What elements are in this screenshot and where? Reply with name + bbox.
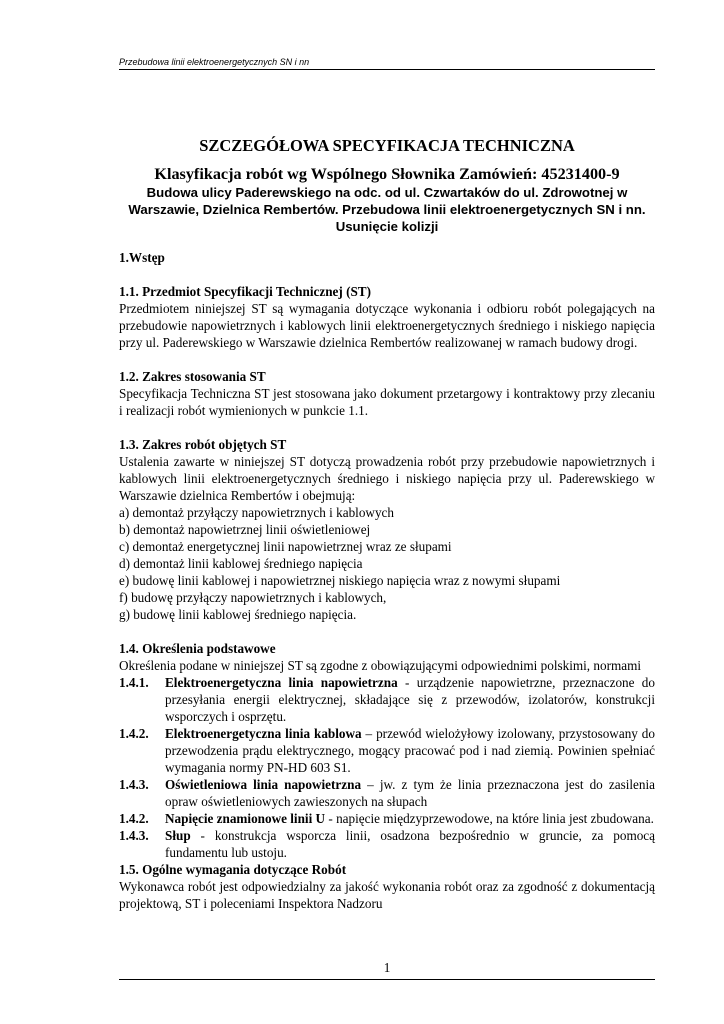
definition-text: – jw. z tym że linia przeznaczona jest do zasilenia opraw oświetleniowych zawieszonych na słupach — [165, 777, 655, 809]
section-1-2-text: Specyfikacja Techniczna ST jest stosowana jako dokument przetargowy i kontraktowy przy zlecaniu i realizacji robót wymienionych w punkcie 1.1. — [119, 386, 655, 418]
list-item: d) demontaż linii kablowej średniego napięcia — [119, 556, 363, 571]
definition-term: Napięcie znamionowe linii U — [165, 811, 326, 826]
section-1-4-heading: 1.4. Określenia podstawowe — [119, 641, 276, 656]
section-1-5-heading: 1.5. Ogólne wymagania dotyczące Robót — [119, 862, 347, 877]
definition-text: - urządzenie napowietrzne, przeznaczone do przesyłania energii elektrycznej, składające się z przewodów, izolatorów, konstrukcji wsporczych i osprzętu. — [165, 675, 655, 724]
section-1-3-heading: 1.3. Zakres robót objętych ST — [119, 437, 287, 452]
scope-list — [119, 504, 655, 623]
section-1-heading: 1.Wstęp — [119, 250, 165, 265]
section-1-4-text: Określenia podane w niniejszej ST są zgodne z obowiązującymi odpowiednimi polskimi, normami — [119, 658, 642, 673]
section-1-5-text: Wykonawca robót jest odpowiedzialny za jakość wykonania robót oraz za zgodność z dokumentacją projektową, ST i poleceniami Inspektora Nadzoru — [119, 879, 655, 911]
definition-number: 1.4.2. — [119, 811, 149, 826]
list-item: e) budowę linii kablowej i napowietrznej niskiego napięcia wraz z nowymi słupami — [119, 573, 561, 588]
section-1-2-heading: 1.2. Zakres stosowania ST — [119, 369, 266, 384]
definition-item — [119, 776, 655, 810]
definition-term: Elektroenergetyczna linia kablowa — [165, 726, 362, 741]
list-item: c) demontaż energetycznej linii napowietrznej wraz ze słupami — [119, 539, 452, 554]
document-title: SZCZEGÓŁOWA SPECYFIKACJA TECHNICZNA — [199, 136, 575, 155]
running-header: Przebudowa linii elektroenergetycznych SN i nn — [119, 57, 655, 70]
definition-text: – przewód wielożyłowy izolowany, przystosowany do przewodzenia prądu elektrycznego, mogący pracować pod i nad ziemią. Powinien spełniać wymagania normy PN-HD 603 S1. — [165, 726, 655, 775]
list-item: b) demontaż napowietrznej linii oświetleniowej — [119, 522, 371, 537]
definition-item — [119, 725, 655, 776]
spacer — [119, 419, 655, 436]
section-1-1-text: Przedmiotem niniejszej ST są wymagania dotyczące wykonania i odbioru robót polegających na przebudowie napowietrznych i kablowych linii elektroenergetycznych średniego i niskiego napięcia przy ul. Paderewskiego w Warszawie dzielnica Rembertów realizowanej w ramach budowy drogi. — [119, 301, 655, 350]
definition-term: Elektroenergetyczna linia napowietrzna — [165, 675, 398, 690]
list-item: a) demontaż przyłączy napowietrznych i kablowych — [119, 505, 394, 520]
page-number: 1 — [119, 960, 655, 980]
definition-term: Oświetleniowa linia napowietrzna — [165, 777, 362, 792]
definition-number: 1.4.1. — [119, 675, 149, 690]
project-subtitle: Budowa ulicy Paderewskiego na odc. od ul. Czwartaków do ul. Zdrowotnej w Warszawie, Dzielnica Rembertów. Przebudowa linii elektroenergetycznych SN i nn. Usunięcie kolizji — [128, 185, 646, 234]
definition-number: 1.4.3. — [119, 777, 149, 792]
definition-text: - napięcie międzyprzewodowe, na które linia jest zbudowana. — [325, 811, 654, 826]
definition-text: - konstrukcja wsporcza linii, osadzona bezpośrednio w gruncie, za pomocą fundamentu lub ustoju. — [165, 828, 655, 860]
definition-number: 1.4.2. — [119, 726, 149, 741]
section-1-3-text: Ustalenia zawarte w niniejszej ST dotyczą prowadzenia robót przy przebudowie napowietrznych i kablowych linii elektroenergetycznych średniego i niskiego napięcia przy ul. Paderewskiego w Warszawie dzielnica Rembertów i obejmują: — [119, 454, 655, 503]
section-1-1-heading: 1.1. Przedmiot Specyfikacji Technicznej (ST) — [119, 284, 371, 299]
definition-item — [119, 810, 655, 827]
definition-item — [119, 827, 655, 861]
spacer — [119, 266, 655, 283]
list-item: g) budowę linii kablowej średniego napięcia. — [119, 607, 357, 622]
definition-term: Słup — [165, 828, 191, 843]
document-body — [119, 136, 655, 912]
spacer — [119, 623, 655, 640]
list-item: f) budowę przyłączy napowietrznych i kablowych, — [119, 590, 387, 605]
classification-line: Klasyfikacja robót wg Wspólnego Słownika Zamówień: 45231400-9 — [154, 165, 620, 183]
definition-number: 1.4.3. — [119, 828, 149, 843]
spacer — [119, 351, 655, 368]
definition-item — [119, 674, 655, 725]
